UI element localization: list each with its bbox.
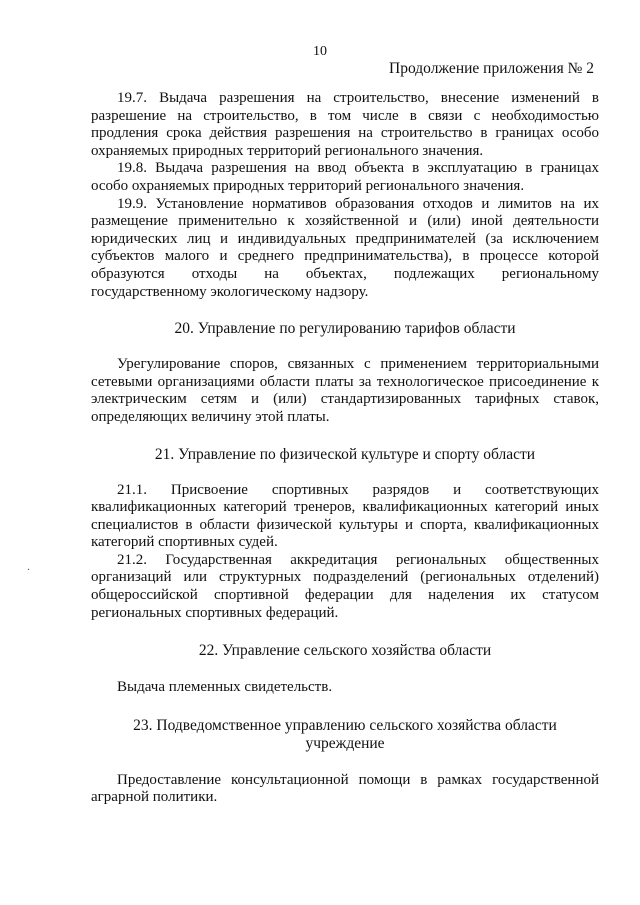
paragraph-22: Выдача племенных свидетельств. [117, 679, 333, 696]
paragraph-21-1: 21.1. Присвоение спортивных разрядов и соответствующих квалификационных категорий тренеров, квалификационных категорий иных специалистов в области физической культуры и спорта, квалификационных категорий спортивных судей. [91, 481, 599, 551]
paragraph-19-7: 19.7. Выдача разрешения на строительство, внесение изменений в разрешение на строительство, в том числе в связи с необходимостью продления срока действия разрешения на строительство в границах особо охраняемых природных территорий регионального значения. [91, 90, 599, 159]
document-body [91, 90, 599, 807]
paragraph-21-2: 21.2. Государственная аккредитация региональных общественных организаций или структурных подразделений (региональных отделений) общероссийской спортивной федерации для наделения их статусом региональных спортивных федераций. [91, 551, 599, 621]
paragraph-19-9: 19.9. Установление нормативов образования отходов и лимитов на их размещение применительно к хозяйственной и (или) иной деятельности юридических лиц и индивидуальных предпринимателей (за исключением субъектов малого и среднего предпринимательства), в процессе которой образуются отходы на объектах, подлежащих региональному государственному экологическому надзору. [91, 195, 599, 300]
section-heading-23: 23. Подведомственное управлению сельского хозяйства области учреждение [133, 716, 557, 752]
section-heading-21: 21. Управление по физической культуре и спорту области [154, 445, 536, 463]
section-heading-22: 22. Управление сельского хозяйства области [198, 642, 492, 660]
page-number: 10 [313, 44, 327, 59]
paragraph-23: Предоставление консультационной помощи в рамках государственной аграрной политики. [91, 771, 599, 806]
section-heading-20: 20. Управление по регулированию тарифов области [174, 320, 516, 338]
margin-mark: . [27, 559, 30, 573]
paragraph-20: Урегулирование споров, связанных с применением территориальными сетевыми организациями области платы за технологическое присоединение к электрическим сетям и (или) стандартизированных тарифных ставок, определяющих величину этой платы. [91, 356, 599, 425]
paragraph-19-8: 19.8. Выдача разрешения на ввод объекта в эксплуатацию в границах особо охраняемых природных территорий регионального значения. [91, 160, 599, 194]
appendix-continuation-label: Продолжение приложения № 2 [389, 60, 594, 77]
